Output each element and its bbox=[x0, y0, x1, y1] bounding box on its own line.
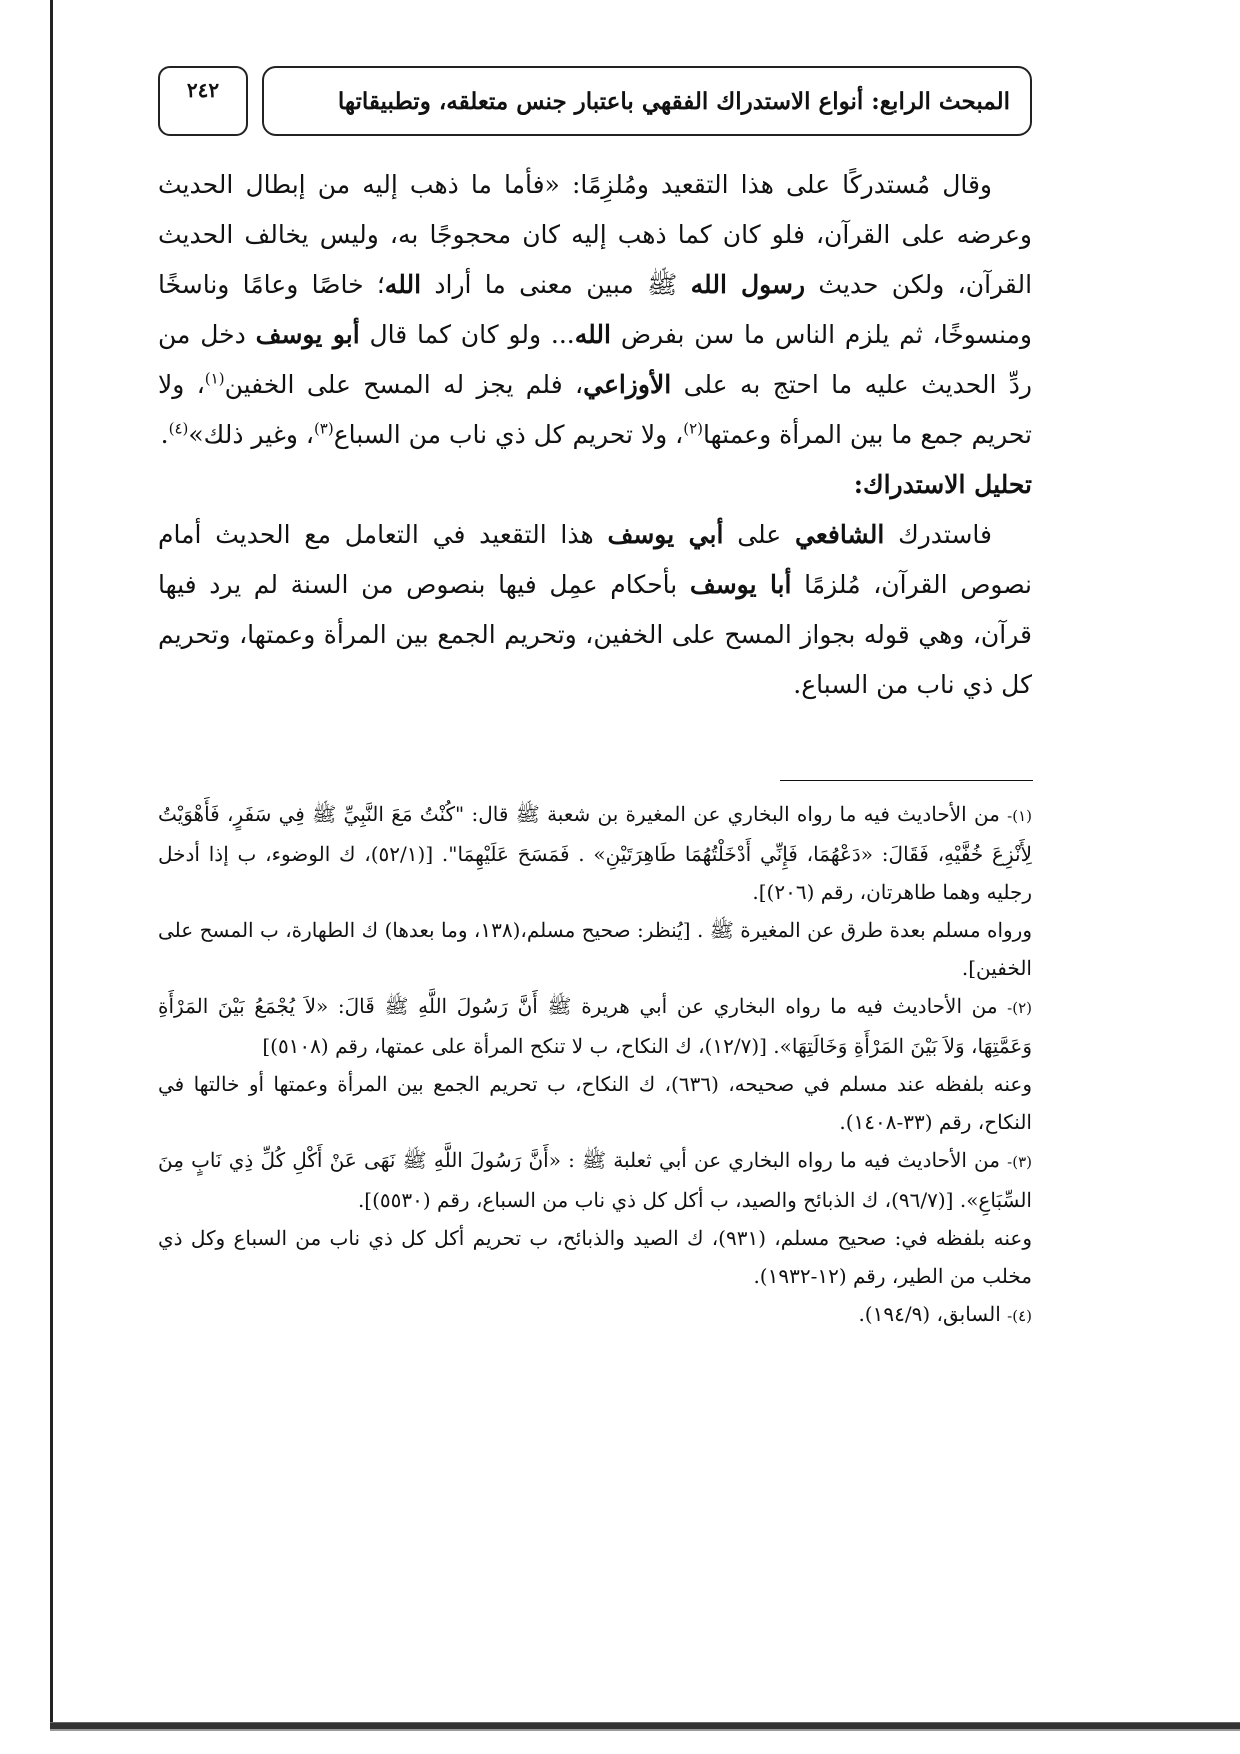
bold-name: أبو يوسف bbox=[255, 320, 360, 349]
bold-name: الله bbox=[384, 270, 422, 299]
footnote bbox=[158, 1295, 1032, 1335]
section-subheading: تحليل الاستدراك: bbox=[853, 470, 1032, 499]
text-run: ، فلم يجز له المسح على الخفين bbox=[224, 370, 584, 399]
main-text bbox=[158, 160, 1032, 710]
footnote-text: من الأحاديث فيه ما رواه البخاري عن أبي هريرة ﷺ أَنَّ رَسُولَ اللَّهِ ﷺ قَالَ: «لاَ يُجْمَعُ بَيْنَ المَرْأَةِ وَعَمَّتِهَا، وَلاَ بَيْنَ المَرْأَةِ وَخَالَتِهَا». [(١٢/٧)، ك النكاح، ب لا تنكح المرأة على عمتها، رقم (٥١٠٨)] bbox=[158, 994, 1032, 1058]
footnote-number: (٢)- bbox=[1007, 999, 1032, 1017]
footnotes bbox=[158, 795, 1032, 1335]
page-frame-bottom-border bbox=[50, 1722, 1240, 1729]
footnote-ref[interactable]: (٢) bbox=[683, 419, 704, 438]
text-run: ؛ خاصًا وعامًا وناسخًا ومنسوخًا، ثم يلزم الناس ما سن بفرض bbox=[158, 270, 1032, 349]
text-run: . bbox=[160, 420, 169, 449]
footnote-text: من الأحاديث فيه ما رواه البخاري عن أبي ثعلبة ﷺ : «أَنَّ رَسُولَ اللَّهِ ﷺ نَهَى عَنْ أَكْلِ كُلِّ ذِي نَابٍ مِنَ السِّبَاعِ». [(٩٦/٧)، ك الذبائح والصيد، ب أكل كل ذي ناب من السباع، رقم (٥٥٣٠)]. bbox=[158, 1148, 1032, 1212]
text-run: على bbox=[737, 520, 782, 549]
quote-paragraph bbox=[158, 160, 1032, 460]
footnote bbox=[158, 1219, 1032, 1295]
footnote-text: ورواه مسلم بعدة طرق عن المغيرة ﷺ . [يُنظر: صحيح مسلم،(١٣٨، وما بعدها) ك الطهارة، ب المسح على الخفين]. bbox=[158, 918, 1032, 980]
text-run: بأحكام عمِل فيها بنصوص من السنة لم يرد فيها قرآن، وهي قوله بجواز المسح على الخفين، وتحريم الجمع بين المرأة وعمتها، وتحريم كل ذي ناب من السباع. bbox=[158, 570, 1032, 699]
bold-name: الشافعي bbox=[794, 520, 885, 549]
chapter-title: المبحث الرابع: أنواع الاستدراك الفقهي باعتبار جنس متعلقه، وتطبيقاتها bbox=[337, 87, 1010, 115]
footnote-separator bbox=[780, 780, 1033, 781]
footnote bbox=[158, 911, 1032, 987]
page-header bbox=[158, 66, 1032, 138]
page-number-box bbox=[158, 66, 248, 136]
footnote-number: (٣)- bbox=[1007, 1153, 1032, 1171]
footnote-text: من الأحاديث فيه ما رواه البخاري عن المغيرة بن شعبة ﷺ قال: "كُنْتُ مَعَ النَّبِيِّ ﷺ فِي سَفَرٍ، فَأَهْوَيْتُ لِأَنْزِعَ خُفَّيْهِ، فَقَالَ: «دَعْهُمَا، فَإِنِّي أَدْخَلْتُهُمَا طَاهِرَتَيْنِ» . فَمَسَحَ عَلَيْهِمَا". [(٥٢/١)، ك الوضوء، ب إذا أدخل رجليه وهما طاهرتان، رقم (٢٠٦)]. bbox=[158, 802, 1032, 904]
bold-name: الله bbox=[574, 320, 611, 349]
footnote-text: وعنه بلفظه عند مسلم في صحيحه، (٦٣٦)، ك النكاح، ب تحريم الجمع بين المرأة وعمتها أو خالتها في النكاح، رقم (٣٣-١٤٠٨). bbox=[158, 1072, 1032, 1134]
footnote bbox=[158, 1065, 1032, 1141]
footnote bbox=[158, 987, 1032, 1065]
chapter-title-box bbox=[262, 66, 1032, 136]
text-run: ، ولا تحريم كل ذي ناب من السباع bbox=[333, 420, 684, 449]
bold-name: رسول الله bbox=[690, 270, 806, 299]
footnote bbox=[158, 795, 1032, 911]
footnote-ref[interactable]: (١) bbox=[204, 369, 225, 388]
text-run: دخل من ردِّ الحديث عليه ما احتج به على bbox=[158, 320, 1032, 399]
footnote-text: وعنه بلفظه في: صحيح مسلم، (٩٣١)، ك الصيد والذبائح، ب تحريم أكل كل ذي ناب من السباع وكل ذي مخلب من الطير، رقم (١٢-١٩٣٢). bbox=[158, 1226, 1033, 1288]
text-run: هذا التقعيد في التعامل مع الحديث أمام نصوص القرآن، مُلزمًا bbox=[158, 520, 1032, 599]
footnote-ref[interactable]: (٤) bbox=[168, 419, 189, 438]
bold-name: الأوزاعي bbox=[583, 370, 672, 399]
footnote-text: السابق، (١٩٤/٩). bbox=[858, 1302, 1001, 1326]
page-frame-left-border bbox=[50, 0, 53, 1728]
text-run: فاستدرك bbox=[898, 520, 992, 549]
footnote-number: (٤)- bbox=[1007, 1307, 1032, 1325]
footnote-number: (١)- bbox=[1007, 807, 1033, 825]
text-run: ، ولا تحريم جمع ما بين المرأة وعمتها bbox=[158, 370, 1032, 449]
text-run: وقال مُستدركًا على هذا التقعيد ومُلزِمًا: «فأما ما ذهب إليه من إبطال الحديث وعرضه على القرآن، فلو كان كما ذهب إليه كان محجوجًا به، وليس يخالف الحديث القرآن، ولكن حديث bbox=[158, 170, 1033, 299]
text-run: ، وغير ذلك» bbox=[188, 420, 314, 449]
bold-name: أبي يوسف bbox=[607, 520, 724, 549]
page-number: ٢٤٢ bbox=[186, 78, 220, 102]
footnote-ref[interactable]: (٣) bbox=[313, 419, 334, 438]
bold-name: أبا يوسف bbox=[689, 570, 792, 599]
text-run: ﷺ مبين معنى ما أراد bbox=[434, 270, 678, 299]
analysis-paragraph bbox=[158, 510, 1032, 710]
footnote bbox=[158, 1141, 1032, 1219]
text-run: ... ولو كان كما قال bbox=[369, 320, 575, 349]
page-frame-bottom-shadow bbox=[50, 1729, 1240, 1731]
